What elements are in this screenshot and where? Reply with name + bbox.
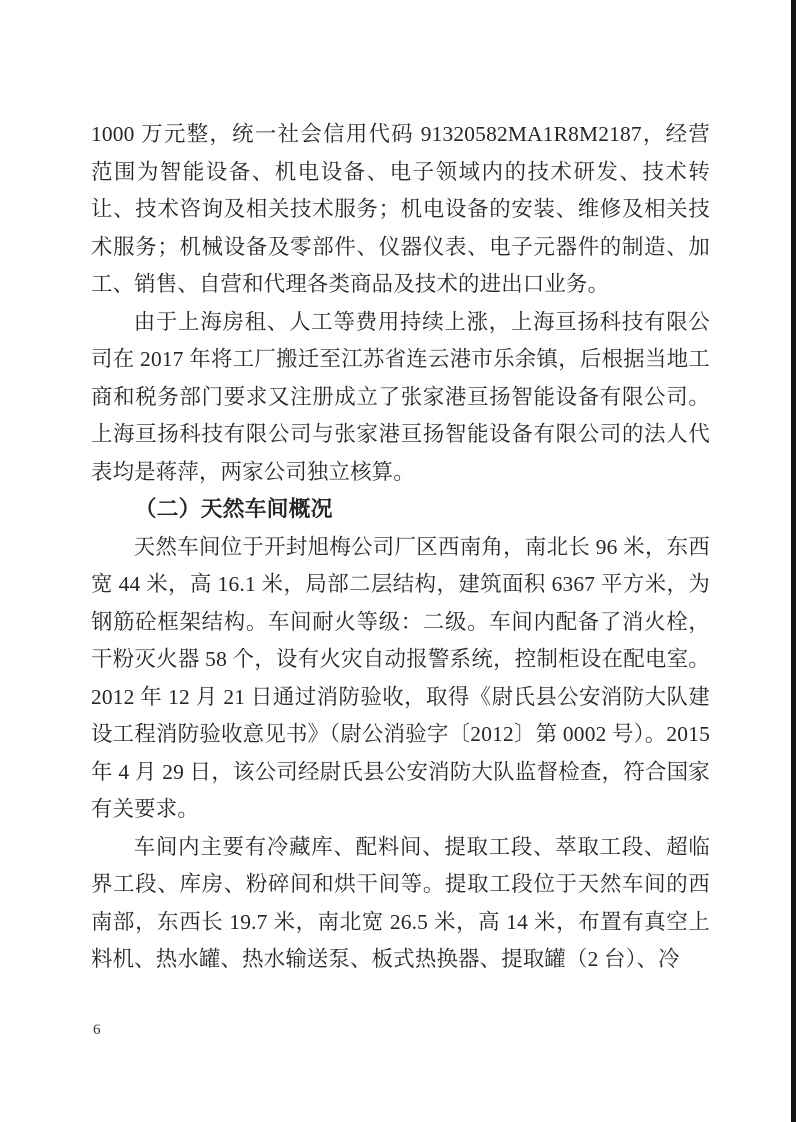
paragraph-business-scope: 1000 万元整，统一社会信用代码 91320582MA1R8M2187，经营范围为智能设备、机电设备、电子领域内的技术研发、技术转让、技术咨询及相关技术服务；机电设备的安装、维修及相关技术服务；机械设备及零部件、仪器仪表、电子元器件的制造、加工、销售、自营和代理各类商品及技术的进出口业务。 xyxy=(91,122,710,296)
scan-border-right xyxy=(791,0,796,1122)
document-content xyxy=(91,116,710,979)
section-heading-workshop-overview: （二）天然车间概况 xyxy=(134,497,333,521)
paragraph-workshop-description: 天然车间位于开封旭梅公司厂区西南角，南北长 96 米，东西宽 44 米，高 16.1 米，局部二层结构，建筑面积 6367 平方米，为钢筋砼框架结构。车间耐火等级：二级。车间内配备了消火栓，干粉灭火器 58 个，设有火灾自动报警系统，控制柜设在配电室。2012 年 12 月 21 日通过消防验收，取得《尉氏县公安消防大队建设工程消防验收意见书》（尉公消验字〔2012〕第 0002 号）。2015 年 4 月 29 日，该公司经尉氏县公安消防大队监督检查，符合国家有关要求。 xyxy=(91,534,710,821)
page-number: 6 xyxy=(93,1022,101,1038)
paragraph-company-relocation: 由于上海房租、人工等费用持续上涨，上海亘扬科技有限公司在 2017 年将工厂搬迁至江苏省连云港市乐余镇，后根据当地工商和税务部门要求又注册成立了张家港亘扬智能设备有限公司。上海亘扬科技有限公司与张家港亘扬智能设备有限公司的法人代表均是蒋萍，两家公司独立核算。 xyxy=(91,309,710,484)
paragraph-workshop-sections: 车间内主要有冷藏库、配料间、提取工段、萃取工段、超临界工段、库房、粉碎间和烘干间等。提取工段位于天然车间的西南部，东西长 19.7 米，南北宽 26.5 米，高 14 米，布置有真空上料机、热水罐、热水输送泵、板式热换器、提取罐（2 台）、冷 xyxy=(91,834,710,971)
